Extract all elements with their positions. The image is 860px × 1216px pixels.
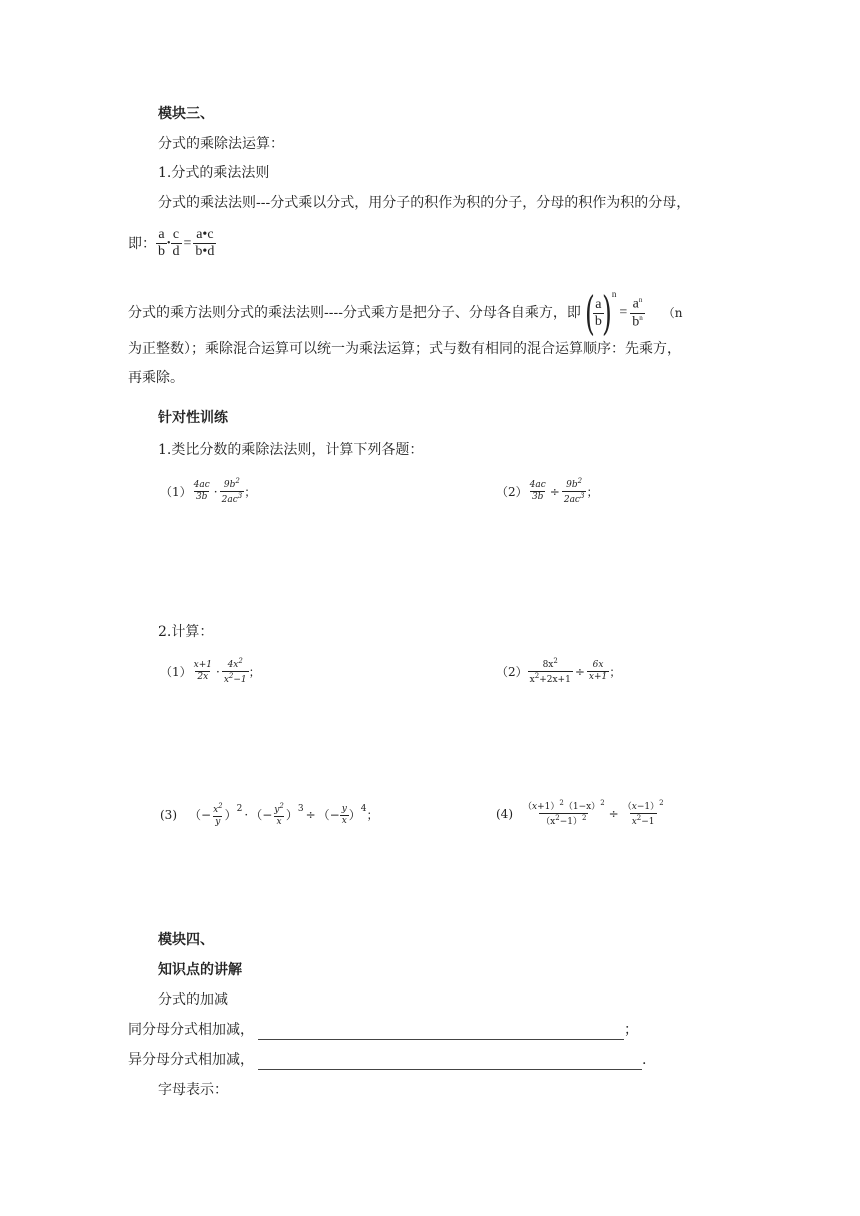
letters-label: 字母表示： xyxy=(158,1082,228,1098)
q1-heading: 1.类比分数的乘除法法则，计算下列各题： xyxy=(158,442,424,458)
q2-4: (4) $\frac{(x+1)^2(1-x)^2}{(x^2-1)^2}$ ÷ $\frac{(x-1)^2}{x^2-1}$ xyxy=(496,799,664,827)
q1-2: （2） $\frac{4ac}{3b}$ ÷ $\frac{9b^2}{2ac^3}$ ； xyxy=(496,477,599,505)
practice-title: 针对性训练 xyxy=(158,410,228,426)
q2-heading: 2.计算： xyxy=(158,624,214,640)
diff-denominator-label: 异分母分式相加减， xyxy=(128,1052,254,1068)
equals-sign: = xyxy=(183,235,192,251)
module4-topic: 分式的加减 xyxy=(158,992,228,1008)
power-fraction-a-b: $\frac{a}{b}$ xyxy=(594,296,602,329)
q1-1: （1） $\frac{4ac}{3b}$ · $\frac{9b^2}{2ac^3}$ ； xyxy=(160,477,257,505)
diff-denominator-blank[interactable] xyxy=(258,1055,642,1070)
q2-1-label: （1） xyxy=(160,664,192,679)
power-result-fraction: $\frac{a^n}{b^n}$ xyxy=(632,295,643,330)
same-denominator-line: 同分母分式相加减， ； xyxy=(128,1022,638,1038)
rule-text: 分式的乘法法则---分式乘以分式，用分子的积作为积的分子，分母的积作为积的分母， xyxy=(158,195,691,211)
module4-title: 模块四、 xyxy=(158,932,214,948)
power-equals: = xyxy=(619,305,628,320)
fraction-ac-bd: $\frac{a•c}{b•d}$ xyxy=(195,227,215,259)
q1-1-label: （1） xyxy=(160,484,192,499)
power-rule-line: 分式的乘方法则分式的乘法法则----分式乘方是把分子、分母各自乘方，即 ( $\frac{a}{b}$ ) n = $\frac{a^n}{b^n}$ （n xyxy=(128,286,683,340)
fraction-a-b: $\frac{a}{b}$ xyxy=(158,227,165,259)
dot-operator: • xyxy=(167,237,171,249)
rule-prefix: 即： xyxy=(128,235,156,252)
power-note-start: （n xyxy=(662,306,683,320)
module4-subtitle: 知识点的讲解 xyxy=(158,962,242,978)
q2-4-label: (4) xyxy=(496,806,513,821)
module3-subtitle: 分式的乘除法运算： xyxy=(158,136,284,152)
power-text-2: 为正整数）；乘除混合运算可以统一为乘法运算；式与数有相同的混合运算顺序：先乘方， xyxy=(128,341,681,357)
same-denominator-blank[interactable] xyxy=(258,1025,624,1040)
q2-2: （2） $\frac{8x^2}{x^2+2x+1}$ ÷ $\frac{6x}{x+1}$ ； xyxy=(496,657,622,685)
q1-2-label: （2） xyxy=(496,484,528,499)
q2-1: （1） $\frac{x+1}{2x}$ · $\frac{4x^2}{x^2-1}$ ； xyxy=(160,657,261,685)
q2-2-label: （2） xyxy=(496,664,528,679)
power-text-3: 再乘除。 xyxy=(128,370,184,386)
power-text: 分式的乘方法则分式的乘法法则----分式乘方是把分子、分母各自乘方，即 xyxy=(128,305,581,321)
q2-3: (3) （− $\frac{x^2}{y}$ ） 2 · （− $\frac{y^2}{x}$ ） 3 ÷ （− $\frac{y}{x}$ ） 4 ； xyxy=(160,802,379,827)
diff-denominator-line: 异分母分式相加减， . xyxy=(128,1052,647,1068)
same-denominator-label: 同分母分式相加减， xyxy=(128,1022,254,1038)
rule-heading: 1.分式的乘法法则 xyxy=(158,165,270,181)
power-exponent: n xyxy=(611,289,617,299)
q2-3-label: (3) xyxy=(160,808,177,822)
module3-title: 模块三、 xyxy=(158,106,214,122)
multiplication-rule-formula xyxy=(128,228,216,259)
fraction-c-d: $\frac{c}{d}$ xyxy=(172,227,180,259)
